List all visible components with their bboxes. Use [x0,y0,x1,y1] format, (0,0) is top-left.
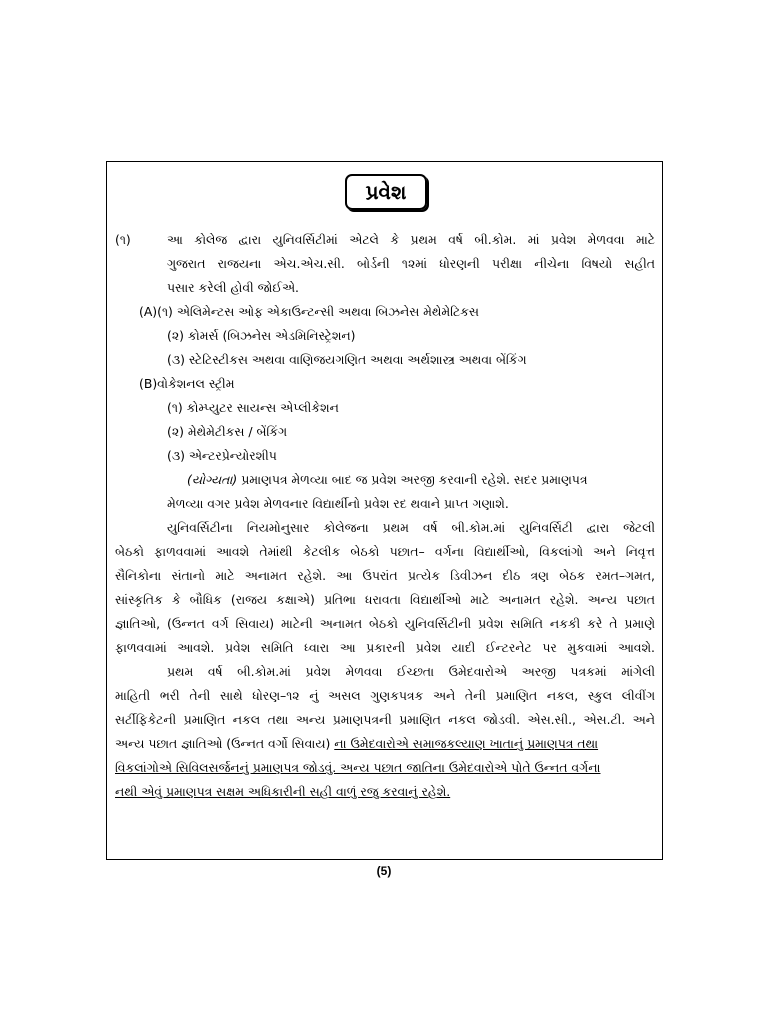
paragraph-underlined-line: નથી એવું પ્રમાણપત્ર સક્ષમ અધિકારીની સહી વાળું રજુ કરવાનું રહેશે. [115,784,451,799]
section-a-item-text: (૧) એલિમેન્ટસ ઓફ એકાઉન્ટન્સી અથવા બિઝનેસ મેથેમેટિકસ [157,304,479,319]
point1-text: આ કોલેજ દ્વારા યુનિવર્સિટીમાં એટલે કે પ્રથમ વર્ષ બી.કોમ. માં પ્રવેશ મેળવવા માટે [167,232,655,247]
paragraph-line: માહિતી ભરી તેની સાથે ધોરણ–૧૨ નું અસલ ગુણકપત્રક અને તેની પ્રમાણિત નકલ, સ્કુલ લીવીંગ [115,688,655,703]
paragraph-line: જ્ઞાતિઓ, (ઉન્નત વર્ગ સિવાય) માટેની અનામત બેઠકો યુનિવર્સિટીની પ્રવેશ સમિતિ નકકી કરે તે પ્રમાણે [115,616,655,631]
section-b-label: (B) [139,376,158,391]
paragraph-line: ફાળવવામાં આવશે. પ્રવેશ સમિતિ ધ્વારા આ પ્રકારની પ્રવેશ યાદી ઈન્ટરનેટ પર મુકવામાં આવશે. [115,640,655,655]
eligibility-line [187,468,655,492]
page-title: પ્રવેશ [345,174,427,210]
paragraph-line: સાંસ્કૃતિક કે બૌધિક (રાજય કક્ષાએ) પ્રતિભા ધરાવતા વિદ્યાર્થીઓ માટે અનામત રહેશે. અન્ય પછાત [115,592,655,607]
paragraph-plain-text: અન્ય પછાત જ્ઞાતિઓ (ઉન્નત વર્ગો સિવાય) [115,736,331,751]
paragraph-line: સર્ટીફિકેટની પ્રમાણિત નકલ તથા અન્ય પ્રમાણપત્રની પ્રમાણિત નકલ જોડવી. એસ.સી., એસ.ટી. અને [115,712,655,727]
eligibility-text: પ્રમાણપત્ર મેળવ્યા બાદ જ પ્રવેશ અરજી કરવાની રહેશે. સદર પ્રમાણપત્ર [241,472,588,487]
eligibility-lead: (યોગ્યતા) [187,472,238,487]
section-a-item: (૨) કોમર્સ (બિઝનેસ એડમિનિસ્ટ્રેશન) [167,328,356,343]
paragraph-underlined-line: વિકલાંગોએ સિવિલસર્જનનું પ્રમાણપત્ર જોડવું. અન્ય પછાત જાતિના ઉમેદવારોએ પોતે ઉન્નત વર્ગના [115,760,601,775]
point1-number: (૧) [115,232,131,247]
page-frame [106,161,663,860]
section-b-item: (૨) મેથેમેટીકસ / બેંકિંગ [167,424,288,439]
section-b-item: (૩) એન્ટરપ્રેન્યોરશીપ [167,448,277,463]
section-a-item: (૩) સ્ટેટિસ્ટીકસ અથવા વાણિજયગણિત અથવા અર્થશાસ્ત્ર અથવા બેંકિંગ [167,352,527,367]
point1-text: પસાર કરેલી હોવી જોઈએ. [167,280,299,295]
point1-line [115,228,655,252]
paragraph-line [115,732,655,756]
section-b-heading [139,372,655,396]
paragraph-line: યુનિવર્સિટીના નિયમોનુસાર કોલેજના પ્રથમ વર્ષ બી.કોમ.માં યુનિવર્સિટી દ્વારા જેટલી [167,520,655,535]
document-body [115,228,655,804]
section-a-item [139,300,655,324]
section-b-heading-text: વોકેશનલ સ્ટ્રીમ [157,376,235,391]
paragraph-line: બેઠકો ફાળવવામાં આવશે તેમાંથી કેટલીક બેઠકો પછાત– વર્ગના વિદ્યાર્થીઓ, વિકલાંગો અને નિવૃત્ત [115,544,655,559]
paragraph-line: સૈનિકોના સંતાનો માટે અનામત રહેશે. આ ઉપરાંત પ્રત્યેક ડિવીઝન દીઠ ત્રણ બેઠક રમત–ગમત, [115,568,655,583]
page-number: (5) [376,864,392,878]
section-b-item: (૧) કોમ્પ્યુટર સાયન્સ એપ્લીકેશન [167,400,339,415]
section-a-label: (A) [139,304,158,319]
eligibility-line: મેળવ્યા વગર પ્રવેશ મેળવનાર વિદ્યાર્થીનો પ્રવેશ રદ થવાને પ્રાપ્ત ગણાશે. [167,496,509,511]
paragraph-line: પ્રથમ વર્ષ બી.કોમ.માં પ્રવેશ મેળવવા ઈચ્છતા ઉમેદવારોએ અરજી પત્રકમાં માંગેલી [167,664,655,679]
paragraph-underlined-text: ના ઉમેદવારોએ સમાજકલ્યાણ ખાતાનું પ્રમાણપત્ર તથા [334,736,599,751]
point1-text: ગુજરાત રાજયના એચ.એચ.સી. બોર્ડની ૧૨માં ધોરણની પરીક્ષા નીચેના વિષયો સહીત [167,256,655,271]
